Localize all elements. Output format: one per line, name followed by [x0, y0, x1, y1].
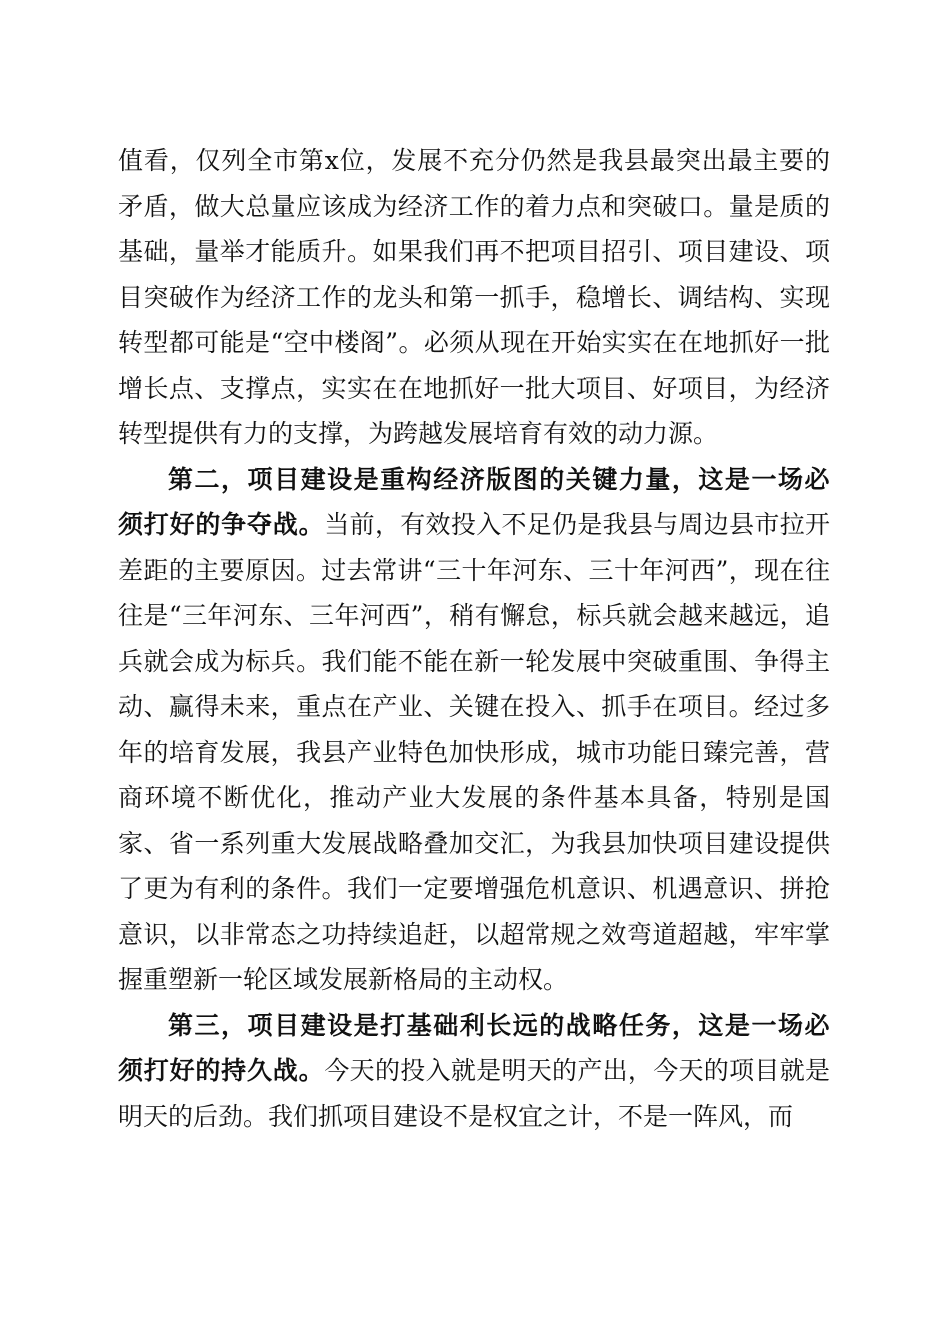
paragraph-continuation: [118, 138, 830, 457]
paragraph-text: 今天的投入就是明天的产出，今天的项目就是明天的后劲。我们抓项目建设不是权宜之计，不是一阵风，而: [118, 1056, 830, 1131]
paragraph-text: 值看，仅列全市第x位，发展不充分仍然是我县最突出最主要的矛盾，做大总量应该成为经济工作的着力点和突破口。量是质的基础，量举才能质升。如果我们再不把项目招引、项目建设、项目突破作为经济工作的龙头和第一抓手，稳增长、调结构、实现转型都可能是“空中楼阁”。必须从现在开始实实在在地抓好一批增长点、支撑点，实实在在地抓好一批大项目、好项目，为经济转型提供有力的支撑，为跨越发展培育有效的动力源。: [118, 146, 830, 448]
paragraph-third-point: [118, 1003, 830, 1140]
paragraph-heading: 第三，项目建设是打基础利长远的战略任务，这是一场必须打好的持久战。: [118, 1010, 830, 1085]
paragraph-text: 当前，有效投入不足仍是我县与周边县市拉开差距的主要原因。过去常讲“三十年河东、三十年河西”，现在往往是“三年河东、三年河西”，稍有懈怠，标兵就会越来越远，追兵就会成为标兵。我们能不能在新一轮发展中突破重围、争得主动、赢得未来，重点在产业、关键在投入、抓手在项目。经过多年的培育发展，我县产业特色加快形成，城市功能日臻完善，营商环境不断优化，推动产业大发展的条件基本具备，特别是国家、省一系列重大发展战略叠加交汇，为我县加快项目建设提供了更为有利的条件。我们一定要增强危机意识、机遇意识、拼抢意识，以非常态之功持续追赶，以超常规之效弯道超越，牢牢掌握重塑新一轮区域发展新格局的主动权。: [118, 510, 830, 994]
paragraph-heading: 第二，项目建设是重构经济版图的关键力量，这是一场必须打好的争夺战。: [118, 464, 830, 539]
document-body: [118, 138, 830, 1139]
paragraph-second-point: [118, 457, 830, 1003]
